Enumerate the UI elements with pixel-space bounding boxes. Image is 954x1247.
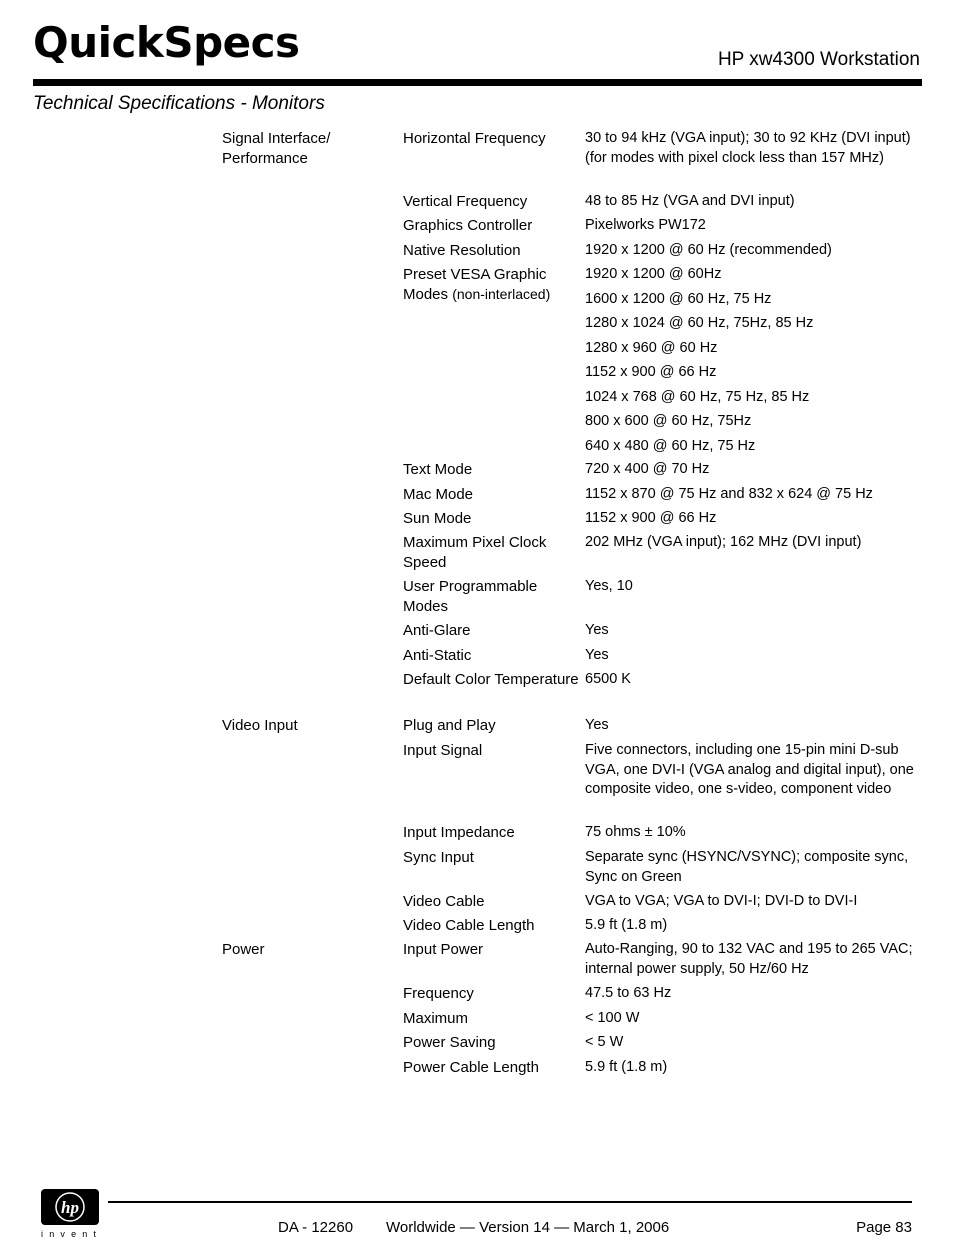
spec-value: 1152 x 870 @ 75 Hz and 832 x 624 @ 75 Hz	[585, 486, 873, 502]
spec-value: 47.5 to 63 Hz	[585, 985, 672, 1001]
group-label: Power	[222, 941, 265, 958]
spec-value: Pixelworks PW172	[585, 217, 706, 233]
spec-label: Power Cable Length	[403, 1059, 539, 1076]
spec-value-list	[585, 265, 915, 461]
spec-label: Frequency	[403, 985, 474, 1002]
spec-label: Vertical Frequency	[403, 193, 528, 210]
spec-label: Text Mode	[403, 461, 473, 478]
spec-label: Input Power	[403, 941, 484, 958]
logo-tagline: invent	[41, 1229, 103, 1239]
header-rule	[33, 79, 922, 86]
logo-mark: hp	[61, 1198, 79, 1217]
spec-value: Separate sync (HSYNC/VSYNC); composite sync, Sync on Green	[585, 849, 909, 885]
group-label: Signal Interface/ Performance	[222, 130, 331, 167]
spec-value: 48 to 85 Hz (VGA and DVI input)	[585, 193, 795, 209]
spec-label: Video Cable Length	[403, 917, 535, 934]
spec-value: Yes	[585, 622, 609, 638]
spec-value: 30 to 94 kHz (VGA input); 30 to 92 KHz (DVI input) (for modes with pixel clock less than 157 MHz)	[585, 130, 911, 166]
spec-value: 1920 x 1200 @ 60Hz	[585, 266, 722, 282]
spec-value: 75 ohms ± 10%	[585, 824, 686, 840]
spec-label: Maximum Pixel Clock Speed	[403, 534, 547, 571]
spec-value: 5.9 ft (1.8 m)	[585, 917, 668, 933]
spec-label: Input Impedance	[403, 824, 515, 841]
spec-label: Horizontal Frequency	[403, 130, 546, 147]
spec-label: Maximum	[403, 1010, 469, 1027]
group-label: Video Input	[222, 717, 298, 734]
spec-label: Anti-Glare	[403, 622, 471, 639]
spec-value: Yes	[585, 717, 609, 733]
spec-label: Plug and Play	[403, 717, 496, 734]
spec-label	[403, 265, 581, 304]
spec-label: Mac Mode	[403, 486, 474, 503]
brand-title: QuickSpecs	[33, 18, 300, 67]
spec-label: Sun Mode	[403, 510, 472, 527]
spec-value: Yes, 10	[585, 578, 633, 594]
spec-label: Graphics Controller	[403, 217, 533, 234]
spec-value: VGA to VGA; VGA to DVI-I; DVI-D to DVI-I	[585, 893, 858, 909]
spec-label: Input Signal	[403, 742, 483, 759]
spec-label: Native Resolution	[403, 242, 521, 259]
spec-value: 6500 K	[585, 671, 631, 687]
spec-label: Power Saving	[403, 1034, 496, 1051]
spec-value: Yes	[585, 647, 609, 663]
spec-value: 800 x 600 @ 60 Hz, 75Hz	[585, 413, 752, 429]
spec-value: 1152 x 900 @ 66 Hz	[585, 364, 717, 380]
page-number: Page 83	[856, 1219, 912, 1236]
hp-logo	[41, 1189, 99, 1225]
product-name: HP xw4300 Workstation	[717, 49, 920, 70]
doc-id: DA - 12260	[278, 1219, 354, 1236]
spec-value: 1152 x 900 @ 66 Hz	[585, 510, 717, 526]
spec-label: Anti-Static	[403, 647, 472, 664]
doc-version: Worldwide — Version 14 — March 1, 2006	[386, 1219, 670, 1236]
spec-value: 1280 x 1024 @ 60 Hz, 75Hz, 85 Hz	[585, 315, 814, 331]
spec-value: Five connectors, including one 15-pin mini D-sub VGA, one DVI-I (VGA analog and digital input), one composite video, one s-video, component video	[585, 742, 914, 797]
spec-label-note: (non-interlaced)	[452, 285, 551, 302]
spec-value: 1600 x 1200 @ 60 Hz, 75 Hz	[585, 290, 772, 307]
spec-label: Video Cable	[403, 893, 485, 910]
spec-value: 5.9 ft (1.8 m)	[585, 1059, 668, 1075]
spec-value: < 5 W	[585, 1034, 624, 1050]
spec-value: 1280 x 960 @ 60 Hz	[585, 339, 718, 356]
spec-value: < 100 W	[585, 1010, 640, 1026]
spec-label: Sync Input	[403, 849, 474, 866]
spec-label-text: Preset VESA Graphic Modes	[403, 266, 547, 303]
spec-value: 1024 x 768 @ 60 Hz, 75 Hz, 85 Hz	[585, 388, 810, 405]
spec-value: 1920 x 1200 @ 60 Hz (recommended)	[585, 242, 832, 258]
spec-label: Default Color Temperature	[403, 671, 579, 688]
spec-label: User Programmable Modes	[403, 578, 538, 615]
spec-value: 720 x 400 @ 70 Hz	[585, 461, 710, 477]
spec-value: Auto-Ranging, 90 to 132 VAC and 195 to 265 VAC; internal power supply, 50 Hz/60 Hz	[585, 941, 913, 977]
spec-value: 640 x 480 @ 60 Hz, 75 Hz	[585, 437, 756, 454]
section-title: Technical Specifications - Monitors	[33, 93, 325, 114]
spec-value: 202 MHz (VGA input); 162 MHz (DVI input)	[585, 534, 862, 550]
footer-rule	[108, 1201, 912, 1203]
